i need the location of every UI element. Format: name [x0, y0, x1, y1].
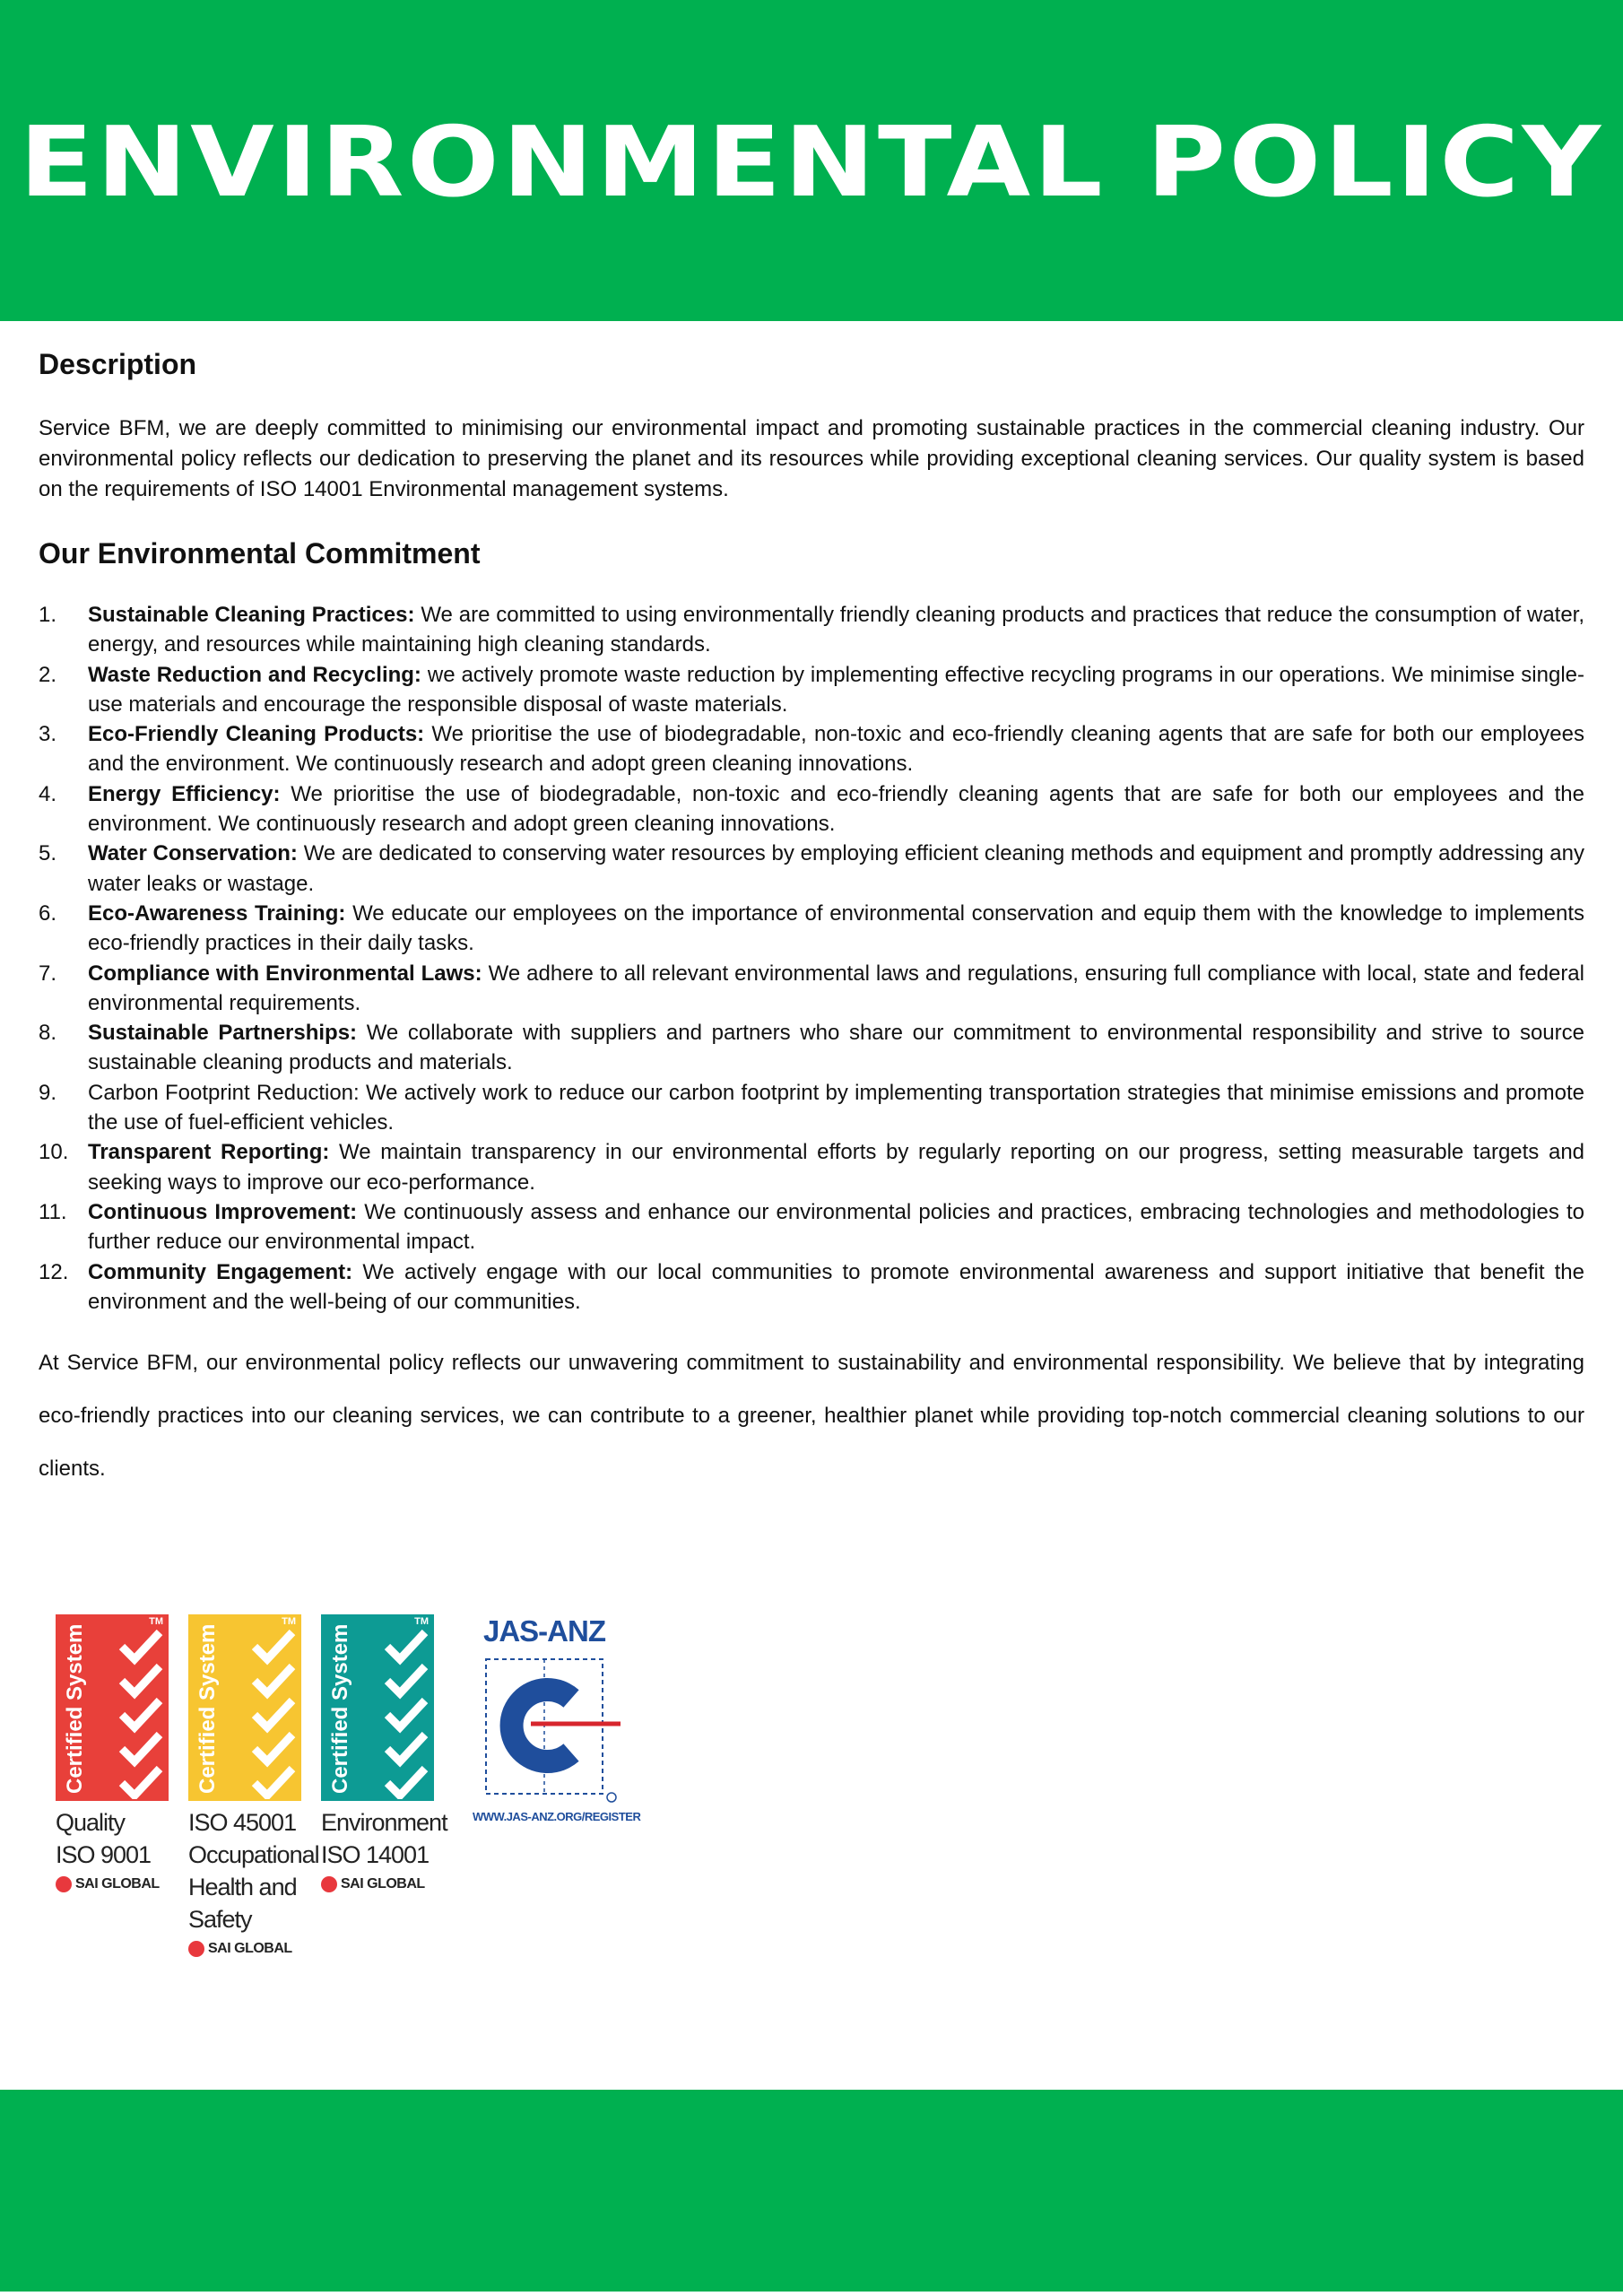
trademark-label: TM — [414, 1616, 429, 1627]
sai-global-logo — [321, 1876, 438, 1892]
list-item-text: We continuously assess and enhance our environmental policies and practices, embracing technologies and methodologies to further reduce our environmental impact. — [88, 1199, 1584, 1255]
list-number: 4. — [39, 781, 57, 806]
sai-global-icon — [188, 1941, 204, 1957]
sai-global-icon — [321, 1876, 337, 1892]
list-item-title: Compliance with Environmental Laws: — [88, 961, 482, 986]
certified-system-label: Certified System — [195, 1623, 220, 1794]
list-item-text: We actively engage with our local communities to promote environmental awareness and support initiative that benefit the environment and the well-being of our communities. — [88, 1259, 1584, 1314]
list-item-title: Community Engagement: — [88, 1259, 353, 1284]
caption-line: Environment — [321, 1809, 447, 1836]
list-item — [39, 1018, 1584, 1078]
description-text: Service BFM, we are deeply committed to minimising our environmental impact and promoting sustainable practices in the commercial cleaning industry. Our environmental policy reflects our dedication to preserving the planet and its resources while providing exceptional cleaning services. Our quality system is based on the requirements of ISO 14001 Environmental management systems. — [39, 416, 1584, 501]
list-item — [39, 899, 1584, 959]
list-item-title: Sustainable Cleaning Practices: — [88, 603, 415, 627]
footer-banner — [0, 2090, 1623, 2292]
list-number: 11. — [39, 1199, 67, 1224]
ohs-caption — [188, 1806, 319, 1935]
list-item-text: We maintain transparency in our environmental efforts by regularly reporting on our progress, setting measurable targets and seeking ways to improve our eco-performance. — [88, 1140, 1585, 1195]
list-item-text: We prioritise the use of biodegradable, non-toxic and eco-friendly cleaning agents that are safe for both our employees and the environment. We continuously research and adopt green cleaning innovations. — [88, 781, 1585, 837]
list-item-title: Waste Reduction and Recycling: — [88, 662, 421, 687]
environment-certification — [321, 1614, 447, 1892]
policy-content — [39, 346, 1584, 1495]
caption-line: ISO 14001 — [321, 1841, 430, 1868]
list-item-text: We collaborate with suppliers and partners who share our commitment to environmental responsibility and strive to source sustainable cleaning products and materials. — [88, 1021, 1584, 1075]
checkmarks-icon — [380, 1629, 434, 1799]
list-item-text: We prioritise the use of biodegradable, non-toxic and eco-friendly cleaning agents that are safe for both our employees and the environment. We continuously research and adopt green cleaning innovations. — [88, 722, 1585, 777]
list-number: 3. — [39, 722, 57, 747]
caption-line: Safety — [188, 1906, 252, 1933]
list-number: 10. — [39, 1140, 69, 1165]
list-item-text: we actively promote waste reduction by implementing effective recycling programs in our operations. We minimise single-use materials and encourage the responsible disposal of waste materials. — [88, 662, 1585, 717]
list-number: 2. — [39, 662, 57, 687]
caption-line: ISO 45001 — [188, 1809, 297, 1836]
list-item — [39, 660, 1584, 720]
list-item-title: Energy Efficiency: — [88, 781, 281, 806]
commitment-list — [39, 600, 1584, 1317]
issuer-label: SAI GLOBAL — [341, 1876, 425, 1892]
caption-line: ISO 9001 — [56, 1841, 152, 1868]
list-item — [39, 719, 1584, 779]
list-item-text: We are dedicated to conserving water resources by employing efficient cleaning methods and equipment and promptly addressing any water leaks or wastage. — [88, 841, 1585, 896]
jas-anz-logo — [473, 1614, 643, 1830]
list-item-title: Continuous Improvement: — [88, 1199, 358, 1224]
caption-line: Health and — [188, 1874, 297, 1900]
quality-badge-icon — [56, 1614, 169, 1801]
list-number: 8. — [39, 1021, 57, 1046]
certification-logos — [56, 1614, 665, 1973]
list-number: 1. — [39, 603, 57, 627]
list-number: 9. — [39, 1080, 57, 1105]
list-item-title: Transparent Reporting: — [88, 1140, 330, 1165]
ohs-certification — [188, 1614, 319, 1957]
list-item-text: We educate our employees on the importance of environmental conservation and equip them with the knowledge to implements eco-friendly practices in their daily tasks. — [88, 900, 1585, 956]
list-item-text: We adhere to all relevant environmental laws and regulations, ensuring full compliance with local, state and federal environmental requirements. — [88, 961, 1584, 1015]
list-item — [39, 600, 1584, 660]
jas-anz-mark-icon — [477, 1654, 629, 1806]
list-item — [39, 1137, 1584, 1197]
list-item — [39, 779, 1584, 839]
quality-certification — [56, 1614, 172, 1892]
environment-caption — [321, 1806, 447, 1871]
list-item-title: Eco-Awareness Training: — [88, 900, 346, 926]
header-banner — [0, 0, 1623, 321]
checkmarks-icon — [247, 1629, 301, 1799]
list-item — [39, 1078, 1584, 1138]
sai-global-logo — [56, 1876, 172, 1892]
environment-badge-icon — [321, 1614, 434, 1801]
list-number: 6. — [39, 900, 57, 926]
trademark-label: TM — [282, 1616, 296, 1627]
list-item-title: Water Conservation: — [88, 841, 298, 866]
page-title: ENVIRONMENTAL POLICY — [19, 107, 1604, 219]
list-item — [39, 839, 1584, 899]
certified-system-label: Certified System — [63, 1623, 87, 1794]
list-item-title: Eco-Friendly Cleaning Products: — [88, 722, 425, 747]
list-item-text: Carbon Footprint Reduction: We actively work to reduce our carbon footprint by implementing transportation strategies that minimise emissions and promote the use of fuel-efficient vehicles. — [88, 1080, 1584, 1135]
issuer-label: SAI GLOBAL — [208, 1941, 292, 1956]
description-heading: Description — [39, 348, 197, 380]
caption-line: Occupational — [188, 1841, 319, 1868]
quality-caption — [56, 1806, 172, 1871]
list-number: 12. — [39, 1259, 69, 1284]
list-item — [39, 959, 1584, 1019]
list-item — [39, 1197, 1584, 1257]
checkmarks-icon — [115, 1629, 169, 1799]
closing-statement: At Service BFM, our environmental policy reflects our unwavering commitment to sustainability and environmental responsibility. We believe that by integrating eco-friendly practices into our cleaning services, we can contribute to a greener, healthier planet while providing top-notch commercial cleaning solutions to our clients. — [39, 1351, 1584, 1482]
ohs-badge-icon — [188, 1614, 301, 1801]
caption-line: Quality — [56, 1809, 126, 1836]
list-item-text: We are committed to using environmentally friendly cleaning products and practices that reduce the consumption of water, energy, and resources while maintaining high cleaning standards. — [88, 603, 1585, 657]
list-number: 7. — [39, 961, 57, 986]
list-item-title: Sustainable Partnerships: — [88, 1021, 358, 1046]
issuer-label: SAI GLOBAL — [75, 1876, 160, 1892]
jas-anz-title: JAS-ANZ — [482, 1614, 605, 1648]
list-number: 5. — [39, 841, 57, 866]
trademark-label: TM — [149, 1616, 163, 1627]
certified-system-label: Certified System — [328, 1623, 352, 1794]
jas-anz-url: WWW.JAS-ANZ.ORG/REGISTER — [473, 1810, 641, 1823]
commitment-heading: Our Environmental Commitment — [39, 537, 481, 570]
list-item — [39, 1257, 1584, 1318]
sai-global-icon — [56, 1876, 72, 1892]
sai-global-logo — [188, 1941, 305, 1957]
